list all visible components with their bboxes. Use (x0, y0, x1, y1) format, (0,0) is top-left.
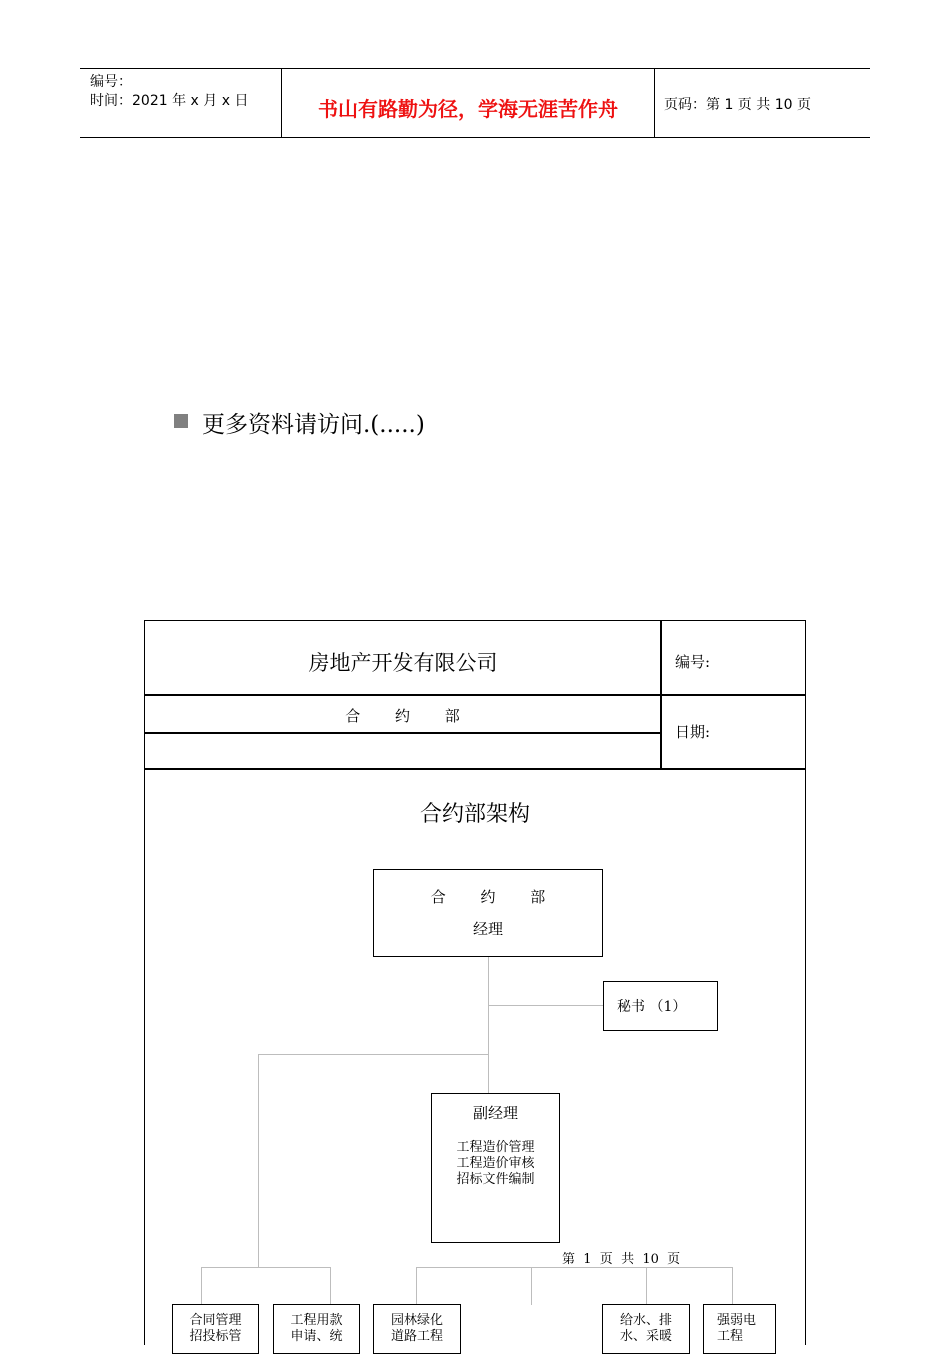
unit-label: 强弱电 (717, 1313, 757, 1328)
header-right-cell (655, 69, 870, 137)
form-page-number: 第 1 页 共 10 页 (562, 1252, 681, 1267)
deputy-duty: 工程造价审核 (456, 1156, 535, 1171)
deputy-manager-box (431, 1093, 560, 1243)
unit-label: 工程用款 (290, 1313, 343, 1328)
secretary-box (603, 981, 718, 1031)
motto-text: 书山有路勤为径，学海无涯苦作舟 (318, 97, 618, 121)
unit-label: 合同管理 (189, 1313, 242, 1328)
unit-plumbing-box (602, 1304, 690, 1354)
unit-label: 招投标管 (189, 1329, 242, 1344)
deputy-title: 副经理 (472, 1104, 518, 1122)
unit-label: 给水、排 (619, 1313, 672, 1328)
unit-label: 水、采暖 (619, 1329, 672, 1344)
header-center-cell (281, 69, 655, 137)
chart-title: 合约部架构 (419, 802, 530, 827)
document-time-label: 时间：2021 年 x 月 x 日 (90, 93, 249, 109)
connector-line (416, 1267, 417, 1305)
more-info-text: 更多资料请访问.(.....) (202, 412, 425, 438)
connector-line (330, 1267, 331, 1305)
unit-label: 道路工程 (390, 1329, 443, 1344)
form-divider (660, 621, 662, 770)
connector-line (646, 1267, 647, 1305)
form-divider (145, 694, 805, 696)
connector-line (488, 1005, 604, 1006)
deputy-duty: 招标文件编制 (456, 1172, 535, 1187)
secretary-label: 秘书 （1） (617, 999, 687, 1015)
unit-label: 园林绿化 (390, 1313, 443, 1328)
unit-label: 工程 (717, 1329, 744, 1344)
document-number-label: 编号： (90, 74, 132, 90)
form-number-label: 编号: (675, 653, 711, 671)
connector-line (201, 1267, 331, 1268)
unit-contract-box (172, 1304, 259, 1354)
unit-landscape-box (373, 1304, 461, 1354)
connector-line (258, 1054, 259, 1268)
connector-line (201, 1267, 202, 1305)
manager-box (373, 869, 603, 957)
unit-label: 申请、统 (290, 1329, 343, 1344)
page-info: 页码：第 1 页 共 10 页 (664, 97, 811, 113)
connector-line (416, 1267, 733, 1268)
company-name: 房地产开发有限公司 (308, 651, 498, 675)
form-date-label: 日期: (675, 723, 711, 741)
connector-line (258, 1054, 489, 1055)
document-header (80, 68, 870, 138)
connector-line (732, 1267, 733, 1305)
deputy-duty: 工程造价管理 (456, 1140, 535, 1155)
connector-line (488, 955, 489, 1094)
square-bullet-icon (174, 414, 188, 428)
unit-electrical-box (703, 1304, 776, 1354)
connector-line (531, 1267, 532, 1305)
form-divider (145, 732, 661, 734)
manager-title: 经理 (472, 920, 503, 938)
unit-payment-box (273, 1304, 360, 1354)
manager-dept-label: 合 约 部 (430, 888, 546, 906)
department-name: 合 约 部 (345, 707, 461, 725)
form-divider (145, 768, 805, 770)
header-left-cell (80, 69, 280, 137)
